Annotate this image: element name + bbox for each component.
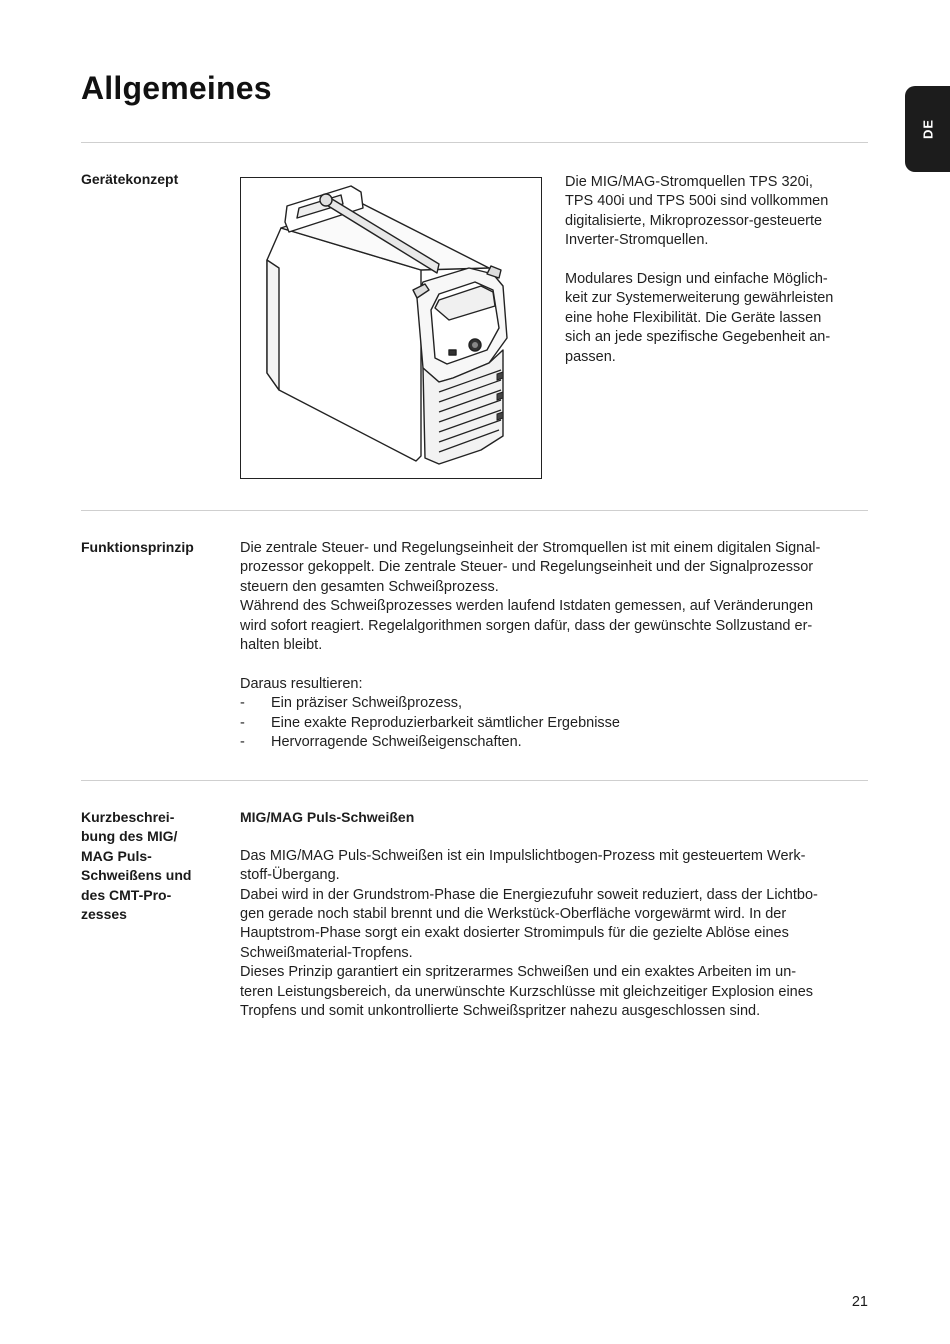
list-intro: Daraus resultieren:	[240, 675, 363, 692]
text-line: TPS 400i und TPS 500i sind vollkommen	[565, 193, 829, 210]
result-list	[240, 694, 870, 752]
section-divider	[81, 142, 868, 143]
bullet-dash: -	[240, 695, 245, 712]
text-line: Tropfens und somit unkontrollierte Schweißspritzer nahezu ausgeschlossen sind.	[240, 1003, 761, 1020]
bullet-dash: -	[240, 714, 245, 731]
label-line: bung des MIG/	[81, 828, 178, 845]
text-line: Die zentrale Steuer- und Regelungseinheit der Stromquellen ist mit einem digitalen Signal-	[240, 540, 821, 556]
text-line: Die MIG/MAG-Stromquellen TPS 320i,	[565, 174, 813, 190]
section-label-geraetekonzept: Gerätekonzept	[81, 171, 179, 187]
text-line: eine hohe Flexibilität. Die Geräte lassen	[565, 309, 822, 326]
label-line: Kurzbeschrei-	[81, 809, 175, 825]
kurzbeschreibung-text	[240, 808, 870, 1021]
label-line: MAG Puls-	[81, 847, 152, 864]
language-tab-label: DE	[920, 118, 935, 140]
text-line: prozessor gekoppelt. Die zentrale Steuer- und Regelungseinheit und der Signalprozessor	[240, 559, 814, 576]
geraetekonzept-text	[565, 173, 865, 367]
page-number: 21	[851, 1294, 868, 1310]
text-line: Schweißmaterial-Tropfens.	[240, 944, 413, 961]
section-divider	[81, 780, 868, 781]
section-label-kurzbeschreibung	[81, 808, 221, 924]
text-line: Dieses Prinzip garantiert ein spritzerarmes Schweißen und ein exaktes Arbeiten im un-	[240, 964, 797, 981]
text-line: Hauptstrom-Phase sorgt ein exakt dosierter Stromimpuls für die gezielte Ablöse eines	[240, 925, 789, 942]
section-divider	[81, 510, 868, 511]
text-line: gen gerade noch stabil brennt und die Werkstück-Oberfläche vorgewärmt wird. In der	[240, 906, 787, 923]
device-figure	[240, 177, 542, 479]
text-line: halten bleibt.	[240, 637, 323, 654]
text-line: sich an jede spezifische Gegebenheit an-	[565, 329, 831, 346]
page-title: Allgemeines	[81, 70, 272, 106]
bullet-dash: -	[240, 734, 245, 751]
text-line: steuern den gesamten Schweißprozess.	[240, 578, 499, 595]
text-line: Dabei wird in der Grundstrom-Phase die Energiezufuhr soweit reduziert, dass der Lichtbo-	[240, 886, 818, 903]
text-line: stoff-Übergang.	[240, 867, 340, 884]
label-line: Schweißens und	[81, 867, 192, 884]
list-item: - Hervorragende Schweißeigenschaften.	[240, 733, 870, 752]
text-line: passen.	[565, 348, 616, 365]
funktionsprinzip-text	[240, 539, 870, 752]
section-label-funktionsprinzip: Funktionsprinzip	[81, 539, 194, 555]
text-line: Das MIG/MAG Puls-Schweißen ist ein Impulslichtbogen-Prozess mit gesteuertem Werk-	[240, 847, 806, 864]
list-item: - Eine exakte Reproduzierbarkeit sämtlicher Ergebnisse	[240, 714, 870, 733]
label-line: zesses	[81, 906, 127, 923]
text-line: digitalisierte, Mikroprozessor-gesteuerte	[565, 212, 823, 229]
text-line: Modulares Design und einfache Möglich-	[565, 271, 828, 288]
welding-power-source-icon	[241, 178, 541, 478]
text-line: keit zur Systemerweiterung gewährleisten	[565, 290, 834, 307]
text-line: Inverter-Stromquellen.	[565, 232, 709, 249]
language-tab	[905, 86, 950, 172]
list-item: - Ein präziser Schweißprozess,	[240, 694, 870, 713]
label-line: des CMT-Pro-	[81, 886, 172, 903]
text-line: Während des Schweißprozesses werden laufend Istdaten gemessen, auf Veränderungen	[240, 598, 814, 615]
subheading: MIG/MAG Puls-Schweißen	[240, 809, 415, 825]
text-line: teren Leistungsbereich, da unerwünschte Kurzschlüsse mit gleichzeitiger Explosion eines	[240, 983, 814, 1000]
text-line: wird sofort reagiert. Regelalgorithmen sorgen dafür, dass der gewünschte Sollzustand er-	[240, 617, 813, 634]
